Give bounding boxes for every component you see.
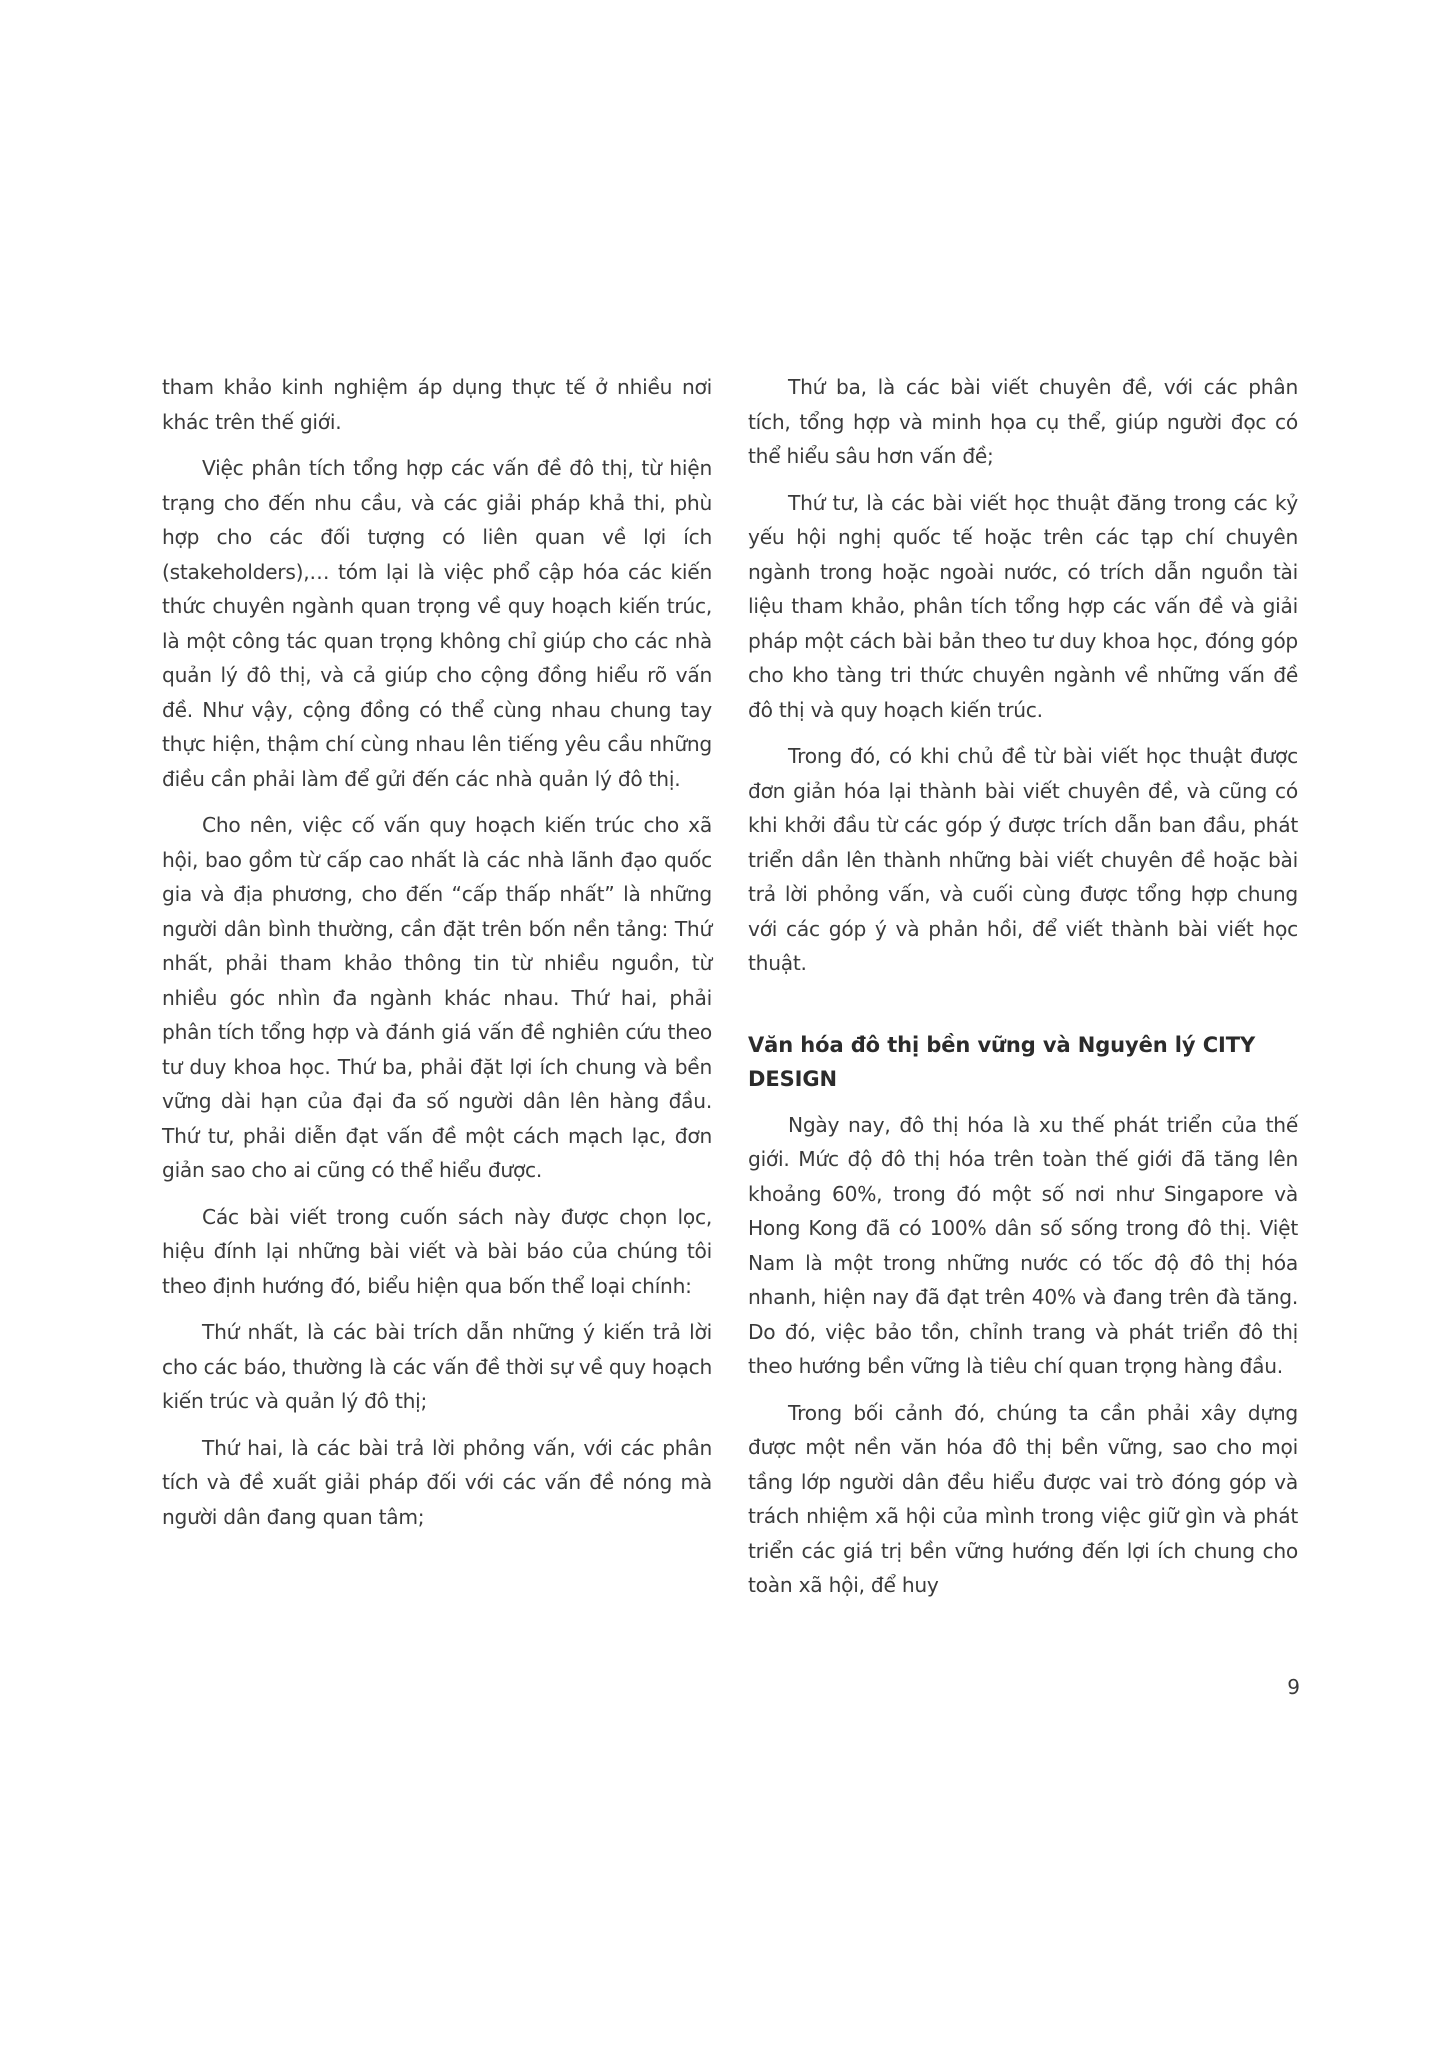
section-heading: Văn hóa đô thị bền vững và Nguyên lý CITY DESIGN — [748, 1032, 1256, 1091]
paragraph-book-articles: Các bài viết trong cuốn sách này được chọn lọc, hiệu đính lại những bài viết và bài báo của chúng tôi theo định hướng đó, biểu hiện qua bốn thể loại chính: — [162, 1204, 712, 1298]
paragraph-continuation: tham khảo kinh nghiệm áp dụng thực tế ở nhiều nơi khác trên thế giới. — [162, 375, 712, 434]
paragraph-second-type: Thứ hai, là các bài trả lời phỏng vấn, với các phân tích và đề xuất giải pháp đối với các vấn đề nóng mà người dân đang quan tâm; — [162, 1435, 712, 1529]
left-column — [162, 370, 712, 1546]
paragraph-four-foundations: Cho nên, việc cố vấn quy hoạch kiến trúc cho xã hội, bao gồm từ cấp cao nhất là các nhà lãnh đạo quốc gia và địa phương, cho đến “cấp thấp nhất” là những người dân bình thường, cần đặt trên bốn nền tảng: Thứ nhất, phải tham khảo thông tin từ nhiều nguồn, từ nhiều góc nhìn đa ngành khác nhau. Thứ hai, phải phân tích tổng hợp và đánh giá vấn đề nghiên cứu theo tư duy khoa học. Thứ ba, phải đặt lợi ích chung và bền vững dài hạn của đại đa số người dân lên hàng đầu. Thứ tư, phải diễn đạt vấn đề một cách mạch lạc, đơn giản sao cho ai cũng có thể hiểu được. — [162, 813, 712, 1182]
page-number: 9 — [1287, 1675, 1300, 1699]
right-column — [748, 370, 1298, 1615]
paragraph-first-type: Thứ nhất, là các bài trích dẫn những ý kiến trả lời cho các báo, thường là các vấn đề thời sự về quy hoạch kiến trúc và quản lý đô thị; — [162, 1320, 712, 1413]
paragraph-analysis: Việc phân tích tổng hợp các vấn đề đô thị, từ hiện trạng cho đến nhu cầu, và các giải pháp khả thi, phù hợp cho các đối tượng có liên quan về lợi ích (stakeholders),… tóm lại là việc phổ cập hóa các kiến thức chuyên ngành quan trọng về quy hoạch kiến trúc, là một công tác quan trọng không chỉ giúp cho các nhà quản lý đô thị, và cả giúp cho cộng đồng hiểu rõ vấn đề. Như vậy, cộng đồng có thể cùng nhau chung tay thực hiện, thậm chí cùng nhau lên tiếng yêu cầu những điều cần phải làm để gửi đến các nhà quản lý đô thị. — [162, 456, 712, 791]
paragraph-third-type: Thứ ba, là các bài viết chuyên đề, với các phân tích, tổng hợp và minh họa cụ thể, giúp người đọc có thể hiểu sâu hơn vấn đề; — [748, 375, 1298, 468]
paragraph-urbanization: Ngày nay, đô thị hóa là xu thế phát triển của thế giới. Mức độ đô thị hóa trên toàn thế giới đã tăng lên khoảng 60%, trong đó một số nơi như Singapore và Hong Kong đã có 100% dân số sống trong đô thị. Việt Nam là một trong những nước có tốc độ đô thị hóa nhanh, hiện nay đã đạt trên 40% và đang trên đà tăng. Do đó, việc bảo tồn, chỉnh trang và phát triển đô thị theo hướng bền vững là tiêu chí quan trọng hàng đầu. — [748, 1112, 1298, 1378]
paragraph-conversion: Trong đó, có khi chủ đề từ bài viết học thuật được đơn giản hóa lại thành bài viết chuyên đề, và cũng có khi khởi đầu từ các góp ý được trích dẫn ban đầu, phát triển dần lên thành những bài viết chuyên đề hoặc bài trả lời phỏng vấn, và cuối cùng được tổng hợp chung với các góp ý và phản hồi, để viết thành bài viết học thuật. — [748, 744, 1298, 975]
paragraph-urban-culture: Trong bối cảnh đó, chúng ta cần phải xây dựng được một nền văn hóa đô thị bền vững, sao cho mọi tầng lớp người dân đều hiểu được vai trò đóng góp và trách nhiệm xã hội của mình trong việc giữ gìn và phát triển các giá trị bền vững hướng đến lợi ích chung cho toàn xã hội, để huy — [748, 1400, 1298, 1597]
paragraph-fourth-type: Thứ tư, là các bài viết học thuật đăng trong các kỷ yếu hội nghị quốc tế hoặc trên các tạp chí chuyên ngành trong hoặc ngoài nước, có trích dẫn nguồn tài liệu tham khảo, phân tích tổng hợp các vấn đề và giải pháp một cách bài bản theo tư duy khoa học, đóng góp cho kho tàng tri thức chuyên ngành về những vấn đề đô thị và quy hoạch kiến trúc. — [748, 490, 1298, 722]
